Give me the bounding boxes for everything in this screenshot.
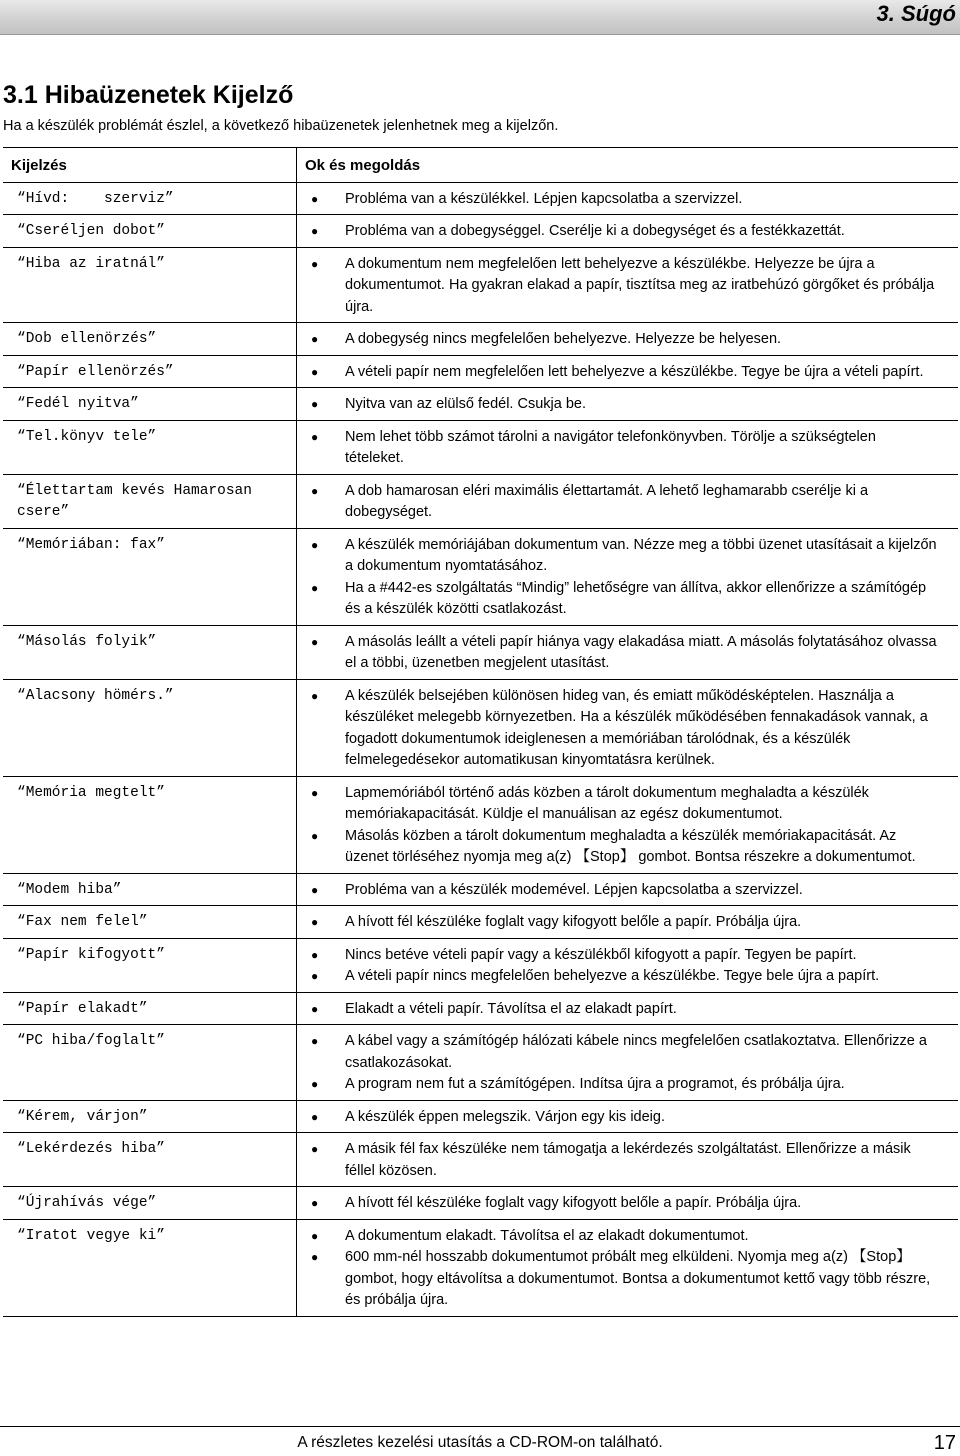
bullet-icon: ● [311,1001,319,1016]
bullet-icon: ● [311,537,319,552]
solution-text: A program nem fut a számítógépen. Indítsa újra a programot, és próbálja újra. [345,1076,845,1092]
solution-item [305,535,938,578]
solution-text: A vételi papír nem megfelelően lett behelyezve a készülékbe. Tegye be újra a vételi papírt. [345,363,924,380]
solution-item [305,1193,938,1215]
table-row [3,873,958,906]
display-message: “Fedél nyitva” [3,388,297,421]
bullet-icon: ● [311,1142,319,1156]
solution-text: Elakadt a vételi papír. Távolítsa el az elakadt papírt. [345,1000,677,1017]
bullet-icon: ● [311,947,319,962]
bullet-icon: ● [311,483,319,498]
solution-cell [297,215,959,248]
bullet-icon: ● [311,785,319,800]
solution-item [305,1139,938,1182]
table-row [3,1133,958,1187]
solution-text: Probléma van a készülékkel. Lépjen kapcsolatba a szervizzel. [345,190,743,207]
solution-cell [297,679,959,776]
solution-cell [297,388,959,421]
bullet-icon: ● [311,915,319,929]
table-row [3,388,958,421]
display-message: “Memória megtelt” [3,776,297,873]
solution-cell [297,1133,959,1187]
solution-cell [297,420,959,474]
solution-item [305,481,938,524]
display-message: “Memóriában: fax” [3,528,297,625]
bullet-icon: ● [311,224,319,238]
solution-item [305,427,938,470]
display-message: “Fax nem felel” [3,906,297,939]
table-row [3,938,958,992]
solution-cell [297,1219,959,1316]
solution-item [305,189,938,211]
display-message: “Hiba az iratnál” [3,247,297,323]
solution-text: A vételi papír nincs megfelelően behelyezve a készülékbe. Tegye bele újra a papírt. [345,968,880,984]
footer-note: A részletes kezelési utasítás a CD-ROM-on található. [297,1434,663,1451]
solution-text: Nyitva van az elülső fedél. Csukja be. [345,396,586,412]
solution-text: A dokumentum elakadt. Távolítsa el az elakadt dokumentumot. [345,1227,749,1244]
solution-text: A kábel vagy a számítógép hálózati kábele nincs megfelelően csatlakoztatva. Ellenőrizze a csatlakozásokat. [345,1033,927,1071]
solution-text: Probléma van a készülék modemével. Lépjen kapcsolatba a szervizzel. [345,881,803,898]
bullet-icon: ● [311,969,319,983]
display-message: “Újrahívás vége” [3,1187,297,1220]
table-row [3,182,958,215]
solution-cell [297,1025,959,1101]
bullet-icon: ● [311,332,319,346]
solution-item [305,1074,938,1096]
solution-item [305,394,938,416]
table-row [3,215,958,248]
display-message: “Cseréljen dobot” [3,215,297,248]
solution-text: A hívott fél készüléke foglalt vagy kifogyott belőle a papír. Próbálja újra. [345,914,802,930]
solution-text: 600 mm-nél hosszabb dokumentumot próbált meg elküldeni. Nyomja meg a(z) 【Stop】 gombot, hogy eltávolítsa a dokumentumot. Bontsa a dokumentumot kettő vagy több részre, és próbálja újra. [345,1249,931,1308]
solution-text: A dob hamarosan eléri maximális élettartamát. A lehető leghamarabb cserélje ki a dobegységet. [345,482,869,520]
solution-cell [297,474,959,528]
solution-item [305,1107,938,1129]
solution-cell [297,992,959,1025]
display-message: “Papír ellenörzés” [3,355,297,388]
solution-item [305,1247,938,1312]
solution-item [305,1226,938,1248]
bullet-icon: ● [311,1228,319,1243]
solution-text: Nem lehet több számot tárolni a navigátor telefonkönyvben. Törölje a szükségtelen tételeket. [345,428,876,466]
solution-cell [297,182,959,215]
display-message: “Kérem, várjon” [3,1100,297,1133]
solution-text: Probléma van a dobegységgel. Cserélje ki a dobegységet és a festékkazettát. [345,223,845,239]
solution-cell [297,323,959,356]
table-row [3,992,958,1025]
display-message: “Tel.könyv tele” [3,420,297,474]
table-row [3,1025,958,1101]
display-message: “Papír kifogyott” [3,938,297,992]
table-row [3,776,958,873]
display-message: “Dob ellenörzés” [3,323,297,356]
solution-cell [297,355,959,388]
bullet-icon: ● [311,882,319,897]
bullet-icon: ● [311,688,319,703]
bullet-icon: ● [311,634,319,649]
solution-text: Lapmemóriából történő adás közben a tárolt dokumentum meghaladta a készülék memóriakapacitását. Küldje el manuálisan az egész dokumentumot. [345,784,869,822]
table-row [3,420,958,474]
solution-item [305,221,938,243]
solution-item [305,783,938,826]
table-row [3,1100,958,1133]
solution-text: A másolás leállt a vételi papír hiánya vagy elakadása miatt. A másolás folytatásához olvassa el a többi, üzenetben megjelent utasítást. [345,633,937,671]
solution-cell [297,247,959,323]
chapter-banner [0,0,960,35]
solution-item [305,578,938,621]
display-message: “Élettartam kevés Hamarosan csere” [3,474,297,528]
solution-text: A másik fél fax készüléke nem támogatja a lekérdezés szolgáltatást. Ellenőrizze a másik féllel közösen. [345,1141,911,1179]
solution-cell [297,873,959,906]
bullet-icon: ● [311,580,319,595]
solution-item [305,254,938,319]
table-row [3,906,958,939]
solution-text: A készülék belsejében különösen hideg van, és emiatt működésképtelen. Használja a készüléket melegebb környezetben. Ha a készülék működésében fennakadások vannak, a fogadott dokumentumok ideiglenesen a memóriában tárolódnak, és a készülék felmelegedésekor automatikusan kinyomtatásra kerülnek. [345,687,928,768]
solution-text: A hívott fél készüléke foglalt vagy kifogyott belőle a papír. Próbálja újra. [345,1195,802,1211]
display-message: “Lekérdezés hiba” [3,1133,297,1187]
solution-text: A készülék éppen melegszik. Várjon egy kis ideig. [345,1108,665,1125]
solution-item [305,999,938,1021]
solution-text: A dobegység nincs megfelelően behelyezve. Helyezze be helyesen. [345,331,782,347]
solution-item [305,1031,938,1074]
table-row [3,679,958,776]
solution-text: A készülék memóriájában dokumentum van. Nézze meg a többi üzenet utasításait a kijelzőn a dokumentum nyomtatásához. [345,536,937,574]
table-row [3,355,958,388]
solution-item [305,632,938,675]
bullet-icon: ● [311,256,319,271]
page-title: 3.1 Hibaüzenetek Kijelző [3,81,294,109]
display-message: “PC hiba/foglalt” [3,1025,297,1101]
column-header-display: Kijelzés [3,148,297,183]
error-message-table [3,147,958,1317]
bullet-icon: ● [311,1034,319,1048]
table-row [3,247,958,323]
table-row [3,625,958,679]
bullet-icon: ● [311,1250,319,1264]
column-header-solution: Ok és megoldás [297,148,959,183]
bullet-icon: ● [311,364,319,379]
solution-cell [297,528,959,625]
solution-text: Ha a #442-es szolgáltatás “Mindig” lehetőségre van állítva, akkor ellenőrizze a számítógép és a készülék közötti csatlakozást. [345,579,927,617]
solution-item [305,912,938,934]
solution-item [305,945,938,967]
chapter-label: 3. Súgó [876,1,956,26]
bullet-icon: ● [311,397,319,411]
bullet-icon: ● [311,429,319,444]
solution-cell [297,776,959,873]
table-row [3,323,958,356]
bullet-icon: ● [311,191,319,206]
display-message: “Iratot vegye ki” [3,1219,297,1316]
table-row [3,528,958,625]
bullet-icon: ● [311,1196,319,1210]
solution-text: A dokumentum nem megfelelően lett behelyezve a készülékbe. Helyezze be újra a dokumentumot. Ha gyakran elakad a papír, tisztítsa meg az iratbehúzó görgőket és próbálja újra. [345,255,935,315]
display-message: “Másolás folyik” [3,625,297,679]
table-row [3,1219,958,1316]
table-row [3,1187,958,1220]
display-message: “Papír elakadt” [3,992,297,1025]
table-header-row [3,148,958,183]
solution-cell [297,1100,959,1133]
display-message: “Hívd: szerviz” [3,182,297,215]
solution-cell [297,1187,959,1220]
solution-item [305,362,938,384]
bullet-icon: ● [311,1109,319,1124]
solution-cell [297,625,959,679]
solution-item [305,826,938,869]
solution-item [305,880,938,902]
display-message: “Alacsony hömérs.” [3,679,297,776]
table-body [3,182,958,1316]
solution-text: Másolás közben a tárolt dokumentum meghaladta a készülék memóriakapacitását. Az üzenet törléséhez nyomja meg a(z) 【Stop】 gombot. Bontsa részekre a dokumentumot. [345,827,916,865]
footer-divider [0,1426,960,1427]
solution-cell [297,938,959,992]
table-row [3,474,958,528]
bullet-icon: ● [311,828,319,843]
page-number: 17 [933,1432,956,1454]
intro-text: Ha a készülék problémát észlel, a következő hibaüzenetek jelenhetnek meg a kijelzőn. [3,118,559,134]
solution-item [305,329,938,351]
solution-item [305,966,938,988]
bullet-icon: ● [311,1077,319,1091]
solution-text: Nincs betéve vételi papír vagy a készülékből kifogyott a papír. Tegyen be papírt. [345,946,857,963]
solution-item [305,686,938,772]
display-message: “Modem hiba” [3,873,297,906]
solution-cell [297,906,959,939]
